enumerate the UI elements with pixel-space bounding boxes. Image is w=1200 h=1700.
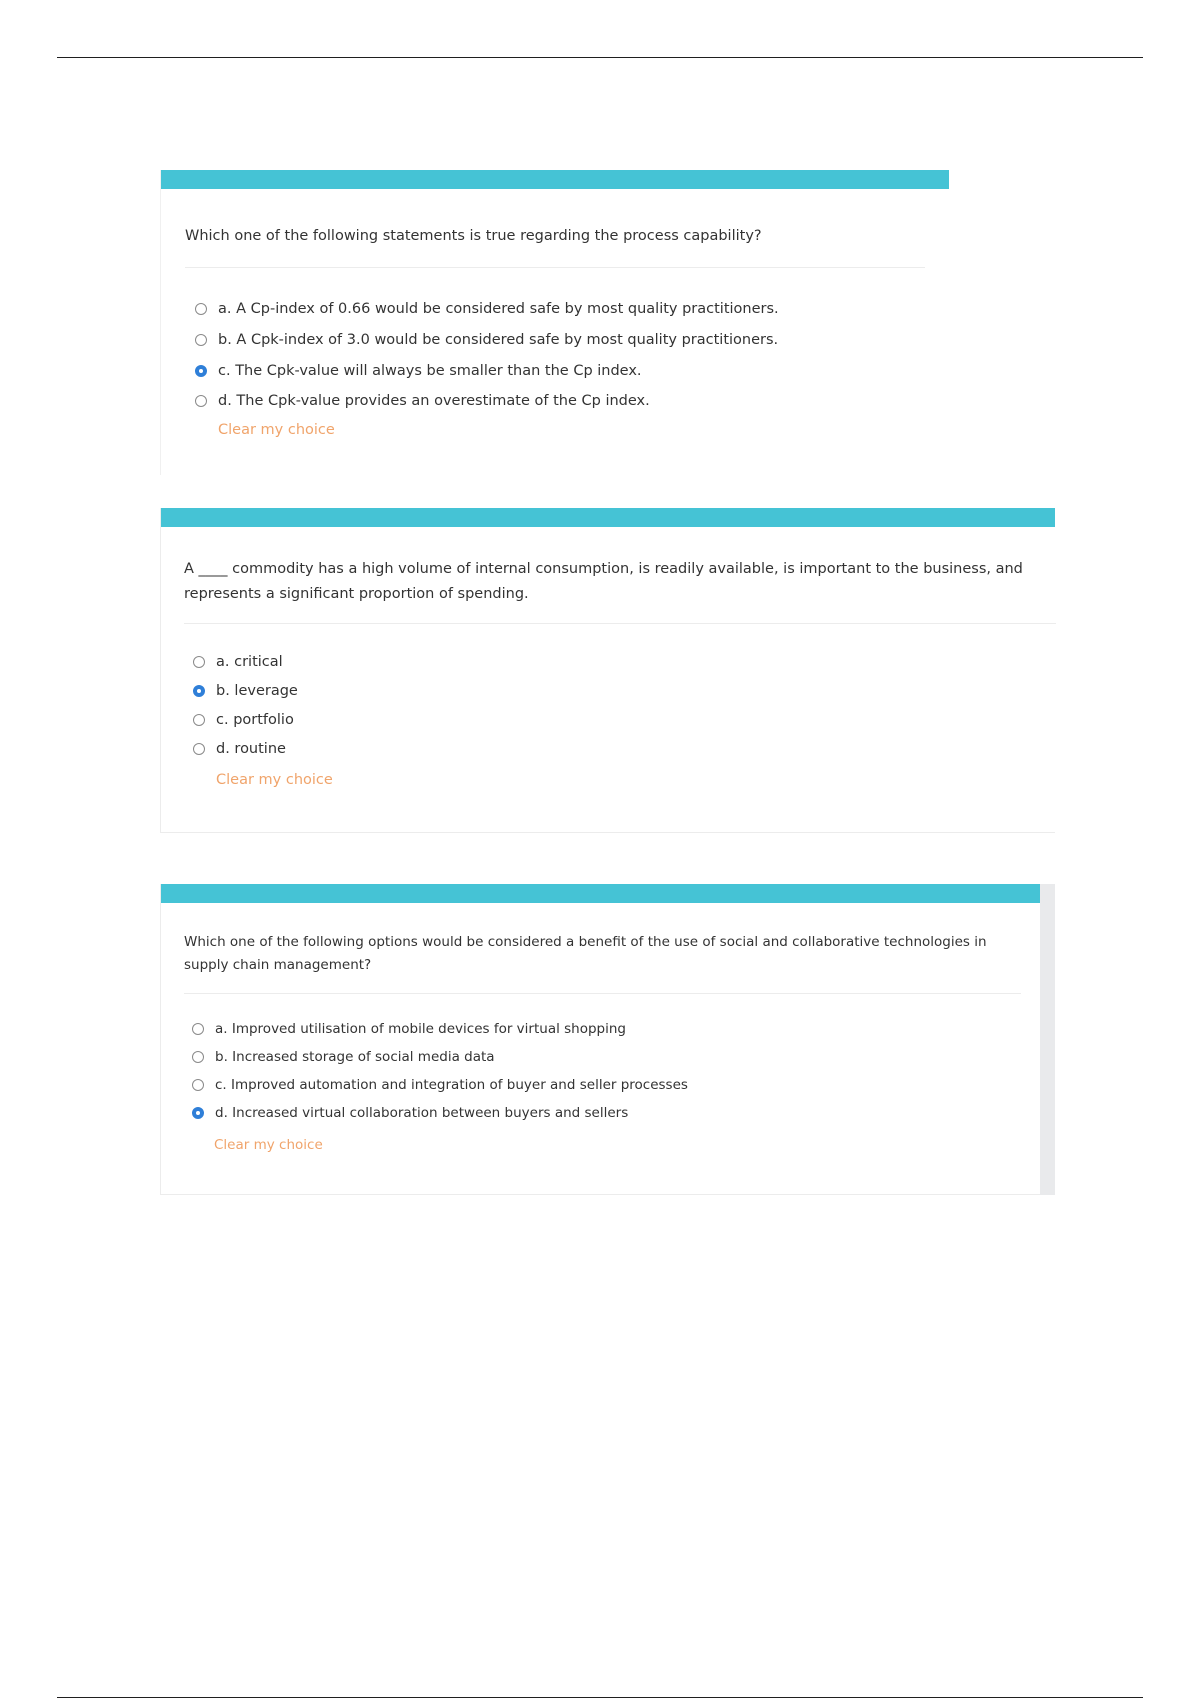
answer-option-label: c. Improved automation and integration of buyer and seller processes	[215, 1077, 688, 1093]
answer-option-b[interactable]	[195, 325, 779, 356]
answer-option-c[interactable]	[195, 355, 779, 386]
radio-button[interactable]	[195, 334, 207, 346]
answer-option-label: a. Improved utilisation of mobile devices for virtual shopping	[215, 1021, 627, 1037]
answer-option-label: a. A Cp-index of 0.66 would be considered safe by most quality practitioners.	[218, 301, 779, 318]
answer-option-d[interactable]	[195, 386, 779, 417]
answer-options	[193, 647, 298, 764]
answer-option-a[interactable]	[195, 294, 779, 325]
radio-button[interactable]	[192, 1051, 204, 1063]
radio-button[interactable]	[195, 395, 207, 407]
radio-button[interactable]	[193, 743, 205, 755]
answer-options	[195, 294, 779, 417]
question-divider	[185, 267, 925, 268]
scrollbar[interactable]	[1040, 884, 1055, 1195]
clear-choice-link[interactable]: Clear my choice	[218, 422, 335, 438]
answer-option-label: d. Increased virtual collaboration between buyers and sellers	[215, 1105, 629, 1121]
question-divider	[184, 623, 1056, 624]
question-divider	[184, 993, 1021, 994]
radio-button[interactable]	[192, 1023, 204, 1035]
answer-option-d[interactable]	[192, 1099, 688, 1127]
radio-button-selected[interactable]	[192, 1107, 204, 1119]
clear-choice-link[interactable]: Clear my choice	[216, 772, 333, 788]
answer-option-label: a. critical	[216, 653, 283, 670]
question-text: Which one of the following statements is true regarding the process capability?	[185, 228, 762, 244]
radio-button-selected[interactable]	[193, 685, 205, 697]
question-header-bar	[161, 508, 1055, 527]
answer-option-a[interactable]	[192, 1015, 688, 1043]
radio-button[interactable]	[192, 1079, 204, 1091]
answer-option-label: b. A Cpk-index of 3.0 would be considered safe by most quality practitioners.	[218, 332, 779, 349]
clear-choice-link[interactable]: Clear my choice	[214, 1137, 323, 1153]
answer-option-label: d. routine	[216, 741, 286, 758]
question-card-3	[160, 884, 1055, 1195]
answer-option-b[interactable]	[193, 676, 298, 705]
radio-button[interactable]	[193, 714, 205, 726]
answer-option-label: b. Increased storage of social media data	[215, 1049, 495, 1065]
radio-button[interactable]	[195, 303, 207, 315]
question-text: Which one of the following options would be considered a benefit of the use of social and collaborative technologies in supply chain management?	[184, 934, 987, 973]
question-card-1	[160, 170, 950, 475]
answer-option-c[interactable]	[193, 705, 298, 734]
question-text: A ____ commodity has a high volume of internal consumption, is readily available, is important to the business, and represents a significant proportion of spending.	[184, 561, 1023, 602]
radio-button-selected[interactable]	[195, 365, 207, 377]
answer-option-label: c. portfolio	[216, 711, 294, 728]
answer-option-a[interactable]	[193, 647, 298, 676]
question-header-bar	[161, 170, 949, 189]
question-header-bar	[161, 884, 1041, 903]
answer-options	[192, 1015, 688, 1127]
answer-option-c[interactable]	[192, 1071, 688, 1099]
question-card-2	[160, 508, 1055, 833]
page-bottom-rule	[57, 1697, 1143, 1698]
page-top-rule	[57, 57, 1143, 58]
answer-option-label: c. The Cpk-value will always be smaller than the Cp index.	[218, 362, 642, 379]
answer-option-label: b. leverage	[216, 682, 298, 699]
radio-button[interactable]	[193, 656, 205, 668]
answer-option-d[interactable]	[193, 735, 298, 764]
answer-option-b[interactable]	[192, 1043, 688, 1071]
answer-option-label: d. The Cpk-value provides an overestimate of the Cp index.	[218, 393, 650, 410]
